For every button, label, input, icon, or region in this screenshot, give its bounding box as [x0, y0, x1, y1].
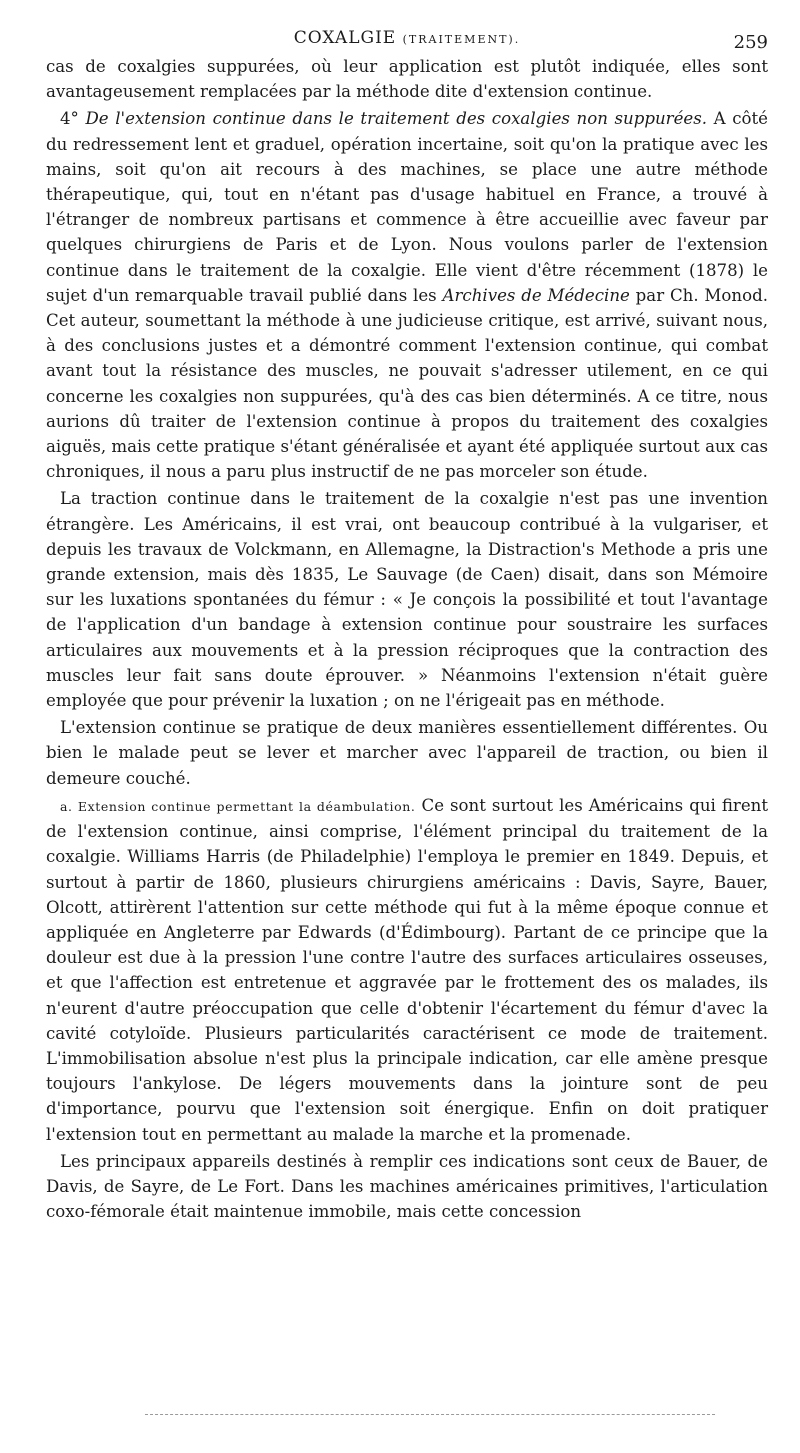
running-title — [294, 28, 520, 48]
section-heading: De l'extension continue dans le traitement des coxalgies non suppurées. — [85, 109, 707, 129]
running-title-paren: (TRAITEMENT). — [402, 33, 521, 46]
paragraph-4: L'extension continue se pratique de deux manières essentiellement différentes. Ou bien le malade peut se lever et marcher avec l'appareil de traction, ou bien il demeure couché. — [46, 718, 768, 788]
page-number: 259 — [733, 32, 768, 53]
section-number: 4° — [60, 109, 86, 129]
footer-rule — [145, 1414, 715, 1415]
running-title-main: COXALGIE — [293, 28, 397, 48]
paragraph-5 — [46, 793, 768, 1147]
running-head — [46, 28, 768, 54]
paragraph-2-text-a: A côté du redressement lent et graduel, opération incertaine, soit qu'on la pratique avec les mains, soit qu'on ait recours à des machines, se place une autre méthode thérapeutique, qui, tout en n'étant pas d'usage habituel en France, a trouvé à l'étranger de nombreux partisans et commence à être accueillie avec faveur par quelques chirurgiens de Paris et de Lyon. Nous voulons parler de l'extension continue dans le traitement de la coxalgie. Elle vient d'être récemment (1878) le sujet d'un remarquable travail publié dans les — [46, 109, 768, 305]
paragraph-1: cas de coxalgies suppurées, où leur application est plutôt indiquée, elles sont avantageusement remplacées par la méthode dite d'extension continue. — [46, 57, 768, 102]
paragraph-6: Les principaux appareils destinés à remplir ces indications sont ceux de Bauer, de Davis, de Sayre, de Le Fort. Dans les machines américaines primitives, l'articulation coxo-fémorale était maintenue immobile, mais cette concession — [46, 1151, 768, 1222]
subsection-heading: a. Extension continue permettant la déambulation. — [60, 798, 416, 814]
body-text — [46, 54, 768, 1224]
page — [46, 28, 768, 1224]
paragraph-5-text: Ce sont surtout les Américains qui firent de l'extension continue, ainsi comprise, l'élément principal du traitement de la coxalgie. Williams Harris (de Philadelphie) l'employa le premier en 1849. Depuis, et surtout à partir de 1860, plusieurs chirurgiens américains : Davis, Sayre, Bauer, Olcott, attirèrent l'attention sur cette méthode qui fut à la même époque connue et appliquée en Angleterre par Edwards (d'Édimbourg). Partant de ce principe que la douleur est due à la pression l'une contre l'autre des surfaces articulaires osseuses, et que l'affection est entretenue et aggravée par le frottement des os malades, ils n'eurent d'autre préoccupation que celle d'obtenir l'écartement du fémur d'avec la cavité cotyloïde. Plusieurs particularités caractérisent ce mode de traitement. L'immobilisation absolue n'est plus la principale indication, car elle amène presque toujours l'ankylose. De légers mouvements dans la jointure sont de peu d'importance, pourvu que l'extension soit énergique. Enfin on doit pratiquer l'extension tout en permettant au malade la marche et la promenade. — [46, 795, 768, 1144]
paragraph-2-text-b: par Ch. Monod. Cet auteur, soumettant la méthode à une judicieuse critique, est arrivé, suivant nous, à des conclusions justes et a démontré comment l'extension continue, qui combat avant tout la résistance des muscles, ne pouvait s'adresser utilement, en ce qui concerne les coxalgies non suppurées, qu'à des cas bien déterminés. A ce titre, nous aurions dû traiter de l'extension continue à propos du traitement des coxalgies aiguës, mais cette pratique s'étant généralisée et ayant été appliquée surtout aux cas chroniques, il nous a paru plus instructif de ne pas morceler son étude. — [46, 285, 768, 482]
paragraph-3: La traction continue dans le traitement de la coxalgie n'est pas une invention étrangère. Les Américains, il est vrai, ont beaucoup contribué à la vulgariser, et depuis les travaux de Volckmann, en Allemagne, la Distraction's Methode a pris une grande extension, mais dès 1835, Le Sauvage (de Caen) disait, dans son Mémoire sur les luxations spontanées du fémur : « Je conçois la possibilité et tout l'avantage de l'application d'un bandage à extension continue pour soustraire les surfaces articulaires aux mouvements et à la pression réciproques que la contraction des muscles leur fait sans doute éprouver. » Néanmoins l'extension n'était guère employée que pour prévenir la luxation ; on ne l'érigeait pas en méthode. — [46, 489, 768, 711]
journal-title: Archives de Médecine — [442, 285, 630, 305]
paragraph-2 — [46, 106, 768, 484]
